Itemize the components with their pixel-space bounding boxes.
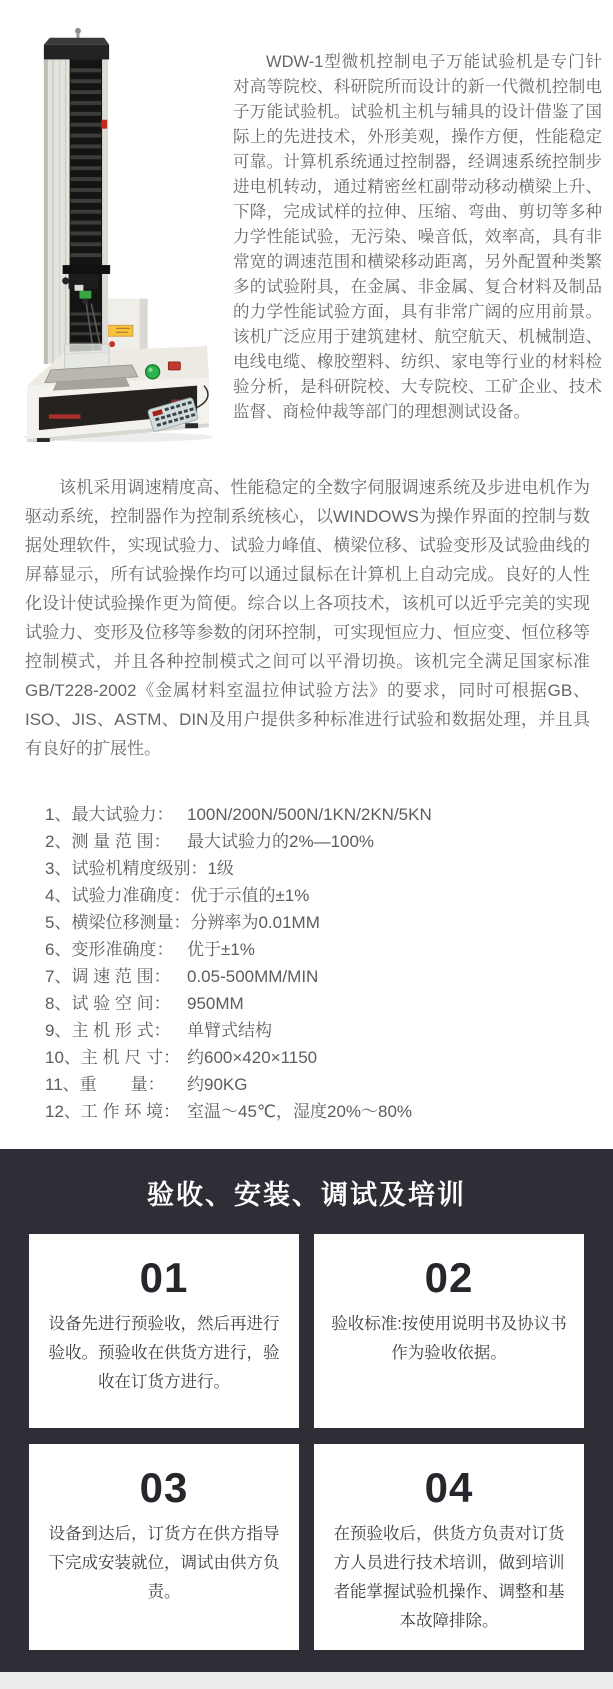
spec-row xyxy=(45,909,588,936)
machine-photo xyxy=(13,14,224,447)
spec-value: 单臂式结构 xyxy=(187,1021,272,1040)
spec-label: 7、调 速 范 围： xyxy=(45,967,171,986)
spec-value: 约600×420×1150 xyxy=(187,1048,318,1067)
step-text: 设备先进行预验收，然后再进行验收。预验收在供货方进行，验收在订货方进行。 xyxy=(48,1315,280,1392)
spec-row xyxy=(45,855,588,882)
step-text: 设备到达后，订货方在供方指导下完成安装就位，调试由供方负责。 xyxy=(48,1525,280,1602)
step-number: 02 xyxy=(424,1254,474,1301)
spec-value: 约90KG xyxy=(187,1075,248,1094)
column-cap xyxy=(44,45,109,60)
section-title: 验收、安装、调试及培训 xyxy=(147,1180,466,1210)
limit-marker xyxy=(101,120,107,129)
product-overview-paragraph: 该机采用调速精度高、性能稳定的全数字伺服调速系统及步进电机作为驱动系统，控制器作为控制系统核心，以WINDOWS为操作界面的控制与数据处理软件，实现试验力、试验力峰值、横梁位移、试验变形及试验曲线的屏幕显示，所有试验操作均可以通过鼠标在计算机上自动完成。良好的人性化设计使试验操作更为简便。综合以上各项技术，该机可以近乎完美的实现试验力、变形及位移等参数的闭环控制，可实现恒应力、恒应变、恒位移等控制模式，并且各种控制模式之间可以平滑切换。该机完全满足国家标准GB/T228-2002《金属材料室温拉伸试验方法》的要求，同时可根据GB、ISO、JIS、ASTM、DIN及用户提供多种标准进行试验和数据处理，并且具有良好的扩展性。 xyxy=(25,478,590,758)
spec-value: 室温～45℃，湿度20%～80% xyxy=(187,1102,413,1121)
spec-row xyxy=(45,990,588,1017)
spec-label: 5、横梁位移测量： xyxy=(45,913,191,932)
spec-value: 最大试验力的2%—100% xyxy=(187,832,375,851)
top-section xyxy=(0,0,613,447)
spec-label: 2、测 量 范 围： xyxy=(45,832,171,851)
step-number: 01 xyxy=(139,1254,189,1301)
green-start-button xyxy=(146,365,160,379)
spec-value: 0.05-500MM/MIN xyxy=(187,967,319,986)
spec-row xyxy=(45,963,588,990)
machine-column xyxy=(44,28,109,364)
acceptance-section xyxy=(0,1149,613,1672)
spec-label: 9、主 机 形 式： xyxy=(45,1021,171,1040)
spec-value: 100N/200N/500N/1KN/2KN/5KN xyxy=(187,805,432,824)
spec-row xyxy=(45,1071,588,1098)
spec-value: 分辨率为0.01MM xyxy=(190,913,320,932)
spec-value: 950MM xyxy=(187,994,244,1013)
spec-label: 12、工 作 环 境： xyxy=(45,1102,181,1121)
spec-label: 8、试 验 空 间： xyxy=(45,994,171,1013)
footer-bar xyxy=(0,1672,613,1689)
spec-row xyxy=(45,828,588,855)
spec-value: 优于示值的±1% xyxy=(190,886,310,905)
step-number: 03 xyxy=(139,1464,189,1511)
red-stop-button xyxy=(168,362,180,370)
spec-value: 优于±1% xyxy=(187,940,255,959)
step-card-03 xyxy=(29,1444,299,1650)
step-text: 验收标准:按使用说明书及协议书作为验收依据。 xyxy=(331,1315,567,1363)
step-card-02 xyxy=(314,1234,584,1428)
base-foot xyxy=(37,438,50,442)
spec-label: 10、主 机 尺 寸： xyxy=(45,1048,181,1067)
column-top-knob xyxy=(75,28,81,34)
sticker-dot xyxy=(109,341,115,347)
spec-row xyxy=(45,882,588,909)
spec-label: 3、试验机精度级别： xyxy=(45,859,208,878)
acrylic-fixture xyxy=(65,344,109,370)
brand-marking xyxy=(49,414,81,418)
spec-value: 1级 xyxy=(207,859,234,878)
step-card-04 xyxy=(314,1444,584,1650)
product-intro-paragraph: WDW-1型微机控制电子万能试验机是专门针对高等院校、科研院所而设计的新一代微机控制电子万能试验机。试验机主机与辅具的设计借鉴了国际上的先进技术，外形美观，操作方便，性能稳定可靠。计算机系统通过控制器，经调速系统控制步进电机转动，通过精密丝杠副带动移动横梁上升、下降，完成试样的拉伸、压缩、弯曲、剪切等多种力学性能试验，无污染、噪音低，效率高，具有非常宽的调速范围和横梁移动距离，另外配置种类繁多的试验附具，在金属、非金属、复合材料及制品的力学性能试验方面，具有非常广阔的应用前景。该机广泛应用于建筑建材、航空航天、机械制造、电线电缆、橡胶塑料、纺织、家电等行业的材料检验分析，是科研院校、大专院校、工矿企业、技术监督、商检仲裁等部门的理想测试设备。 xyxy=(233,53,602,421)
spec-row xyxy=(45,1044,588,1071)
load-cell-clamp xyxy=(79,291,91,299)
spec-label: 6、变形准确度： xyxy=(45,940,174,959)
spec-row xyxy=(45,1098,588,1125)
spec-row xyxy=(45,936,588,963)
spec-row xyxy=(45,801,588,828)
machine-illustration xyxy=(13,14,224,442)
spec-label: 4、试验力准确度： xyxy=(45,886,191,905)
steps-grid xyxy=(29,1234,584,1650)
green-button-highlight xyxy=(149,368,153,372)
step-card-01 xyxy=(29,1234,299,1428)
warning-sticker xyxy=(108,325,133,336)
spec-row xyxy=(45,1017,588,1044)
step-text: 在预验收后，供货方负责对订货方人员进行技术培训，做到培训者能掌握试验机操作、调整和基本故障排除。 xyxy=(333,1525,565,1631)
spec-label: 1、最大试验力： xyxy=(45,805,174,824)
step-number: 04 xyxy=(424,1464,474,1511)
spec-list xyxy=(45,801,588,1125)
spec-label: 11、重 量： xyxy=(45,1075,165,1094)
base-foot xyxy=(185,423,198,428)
